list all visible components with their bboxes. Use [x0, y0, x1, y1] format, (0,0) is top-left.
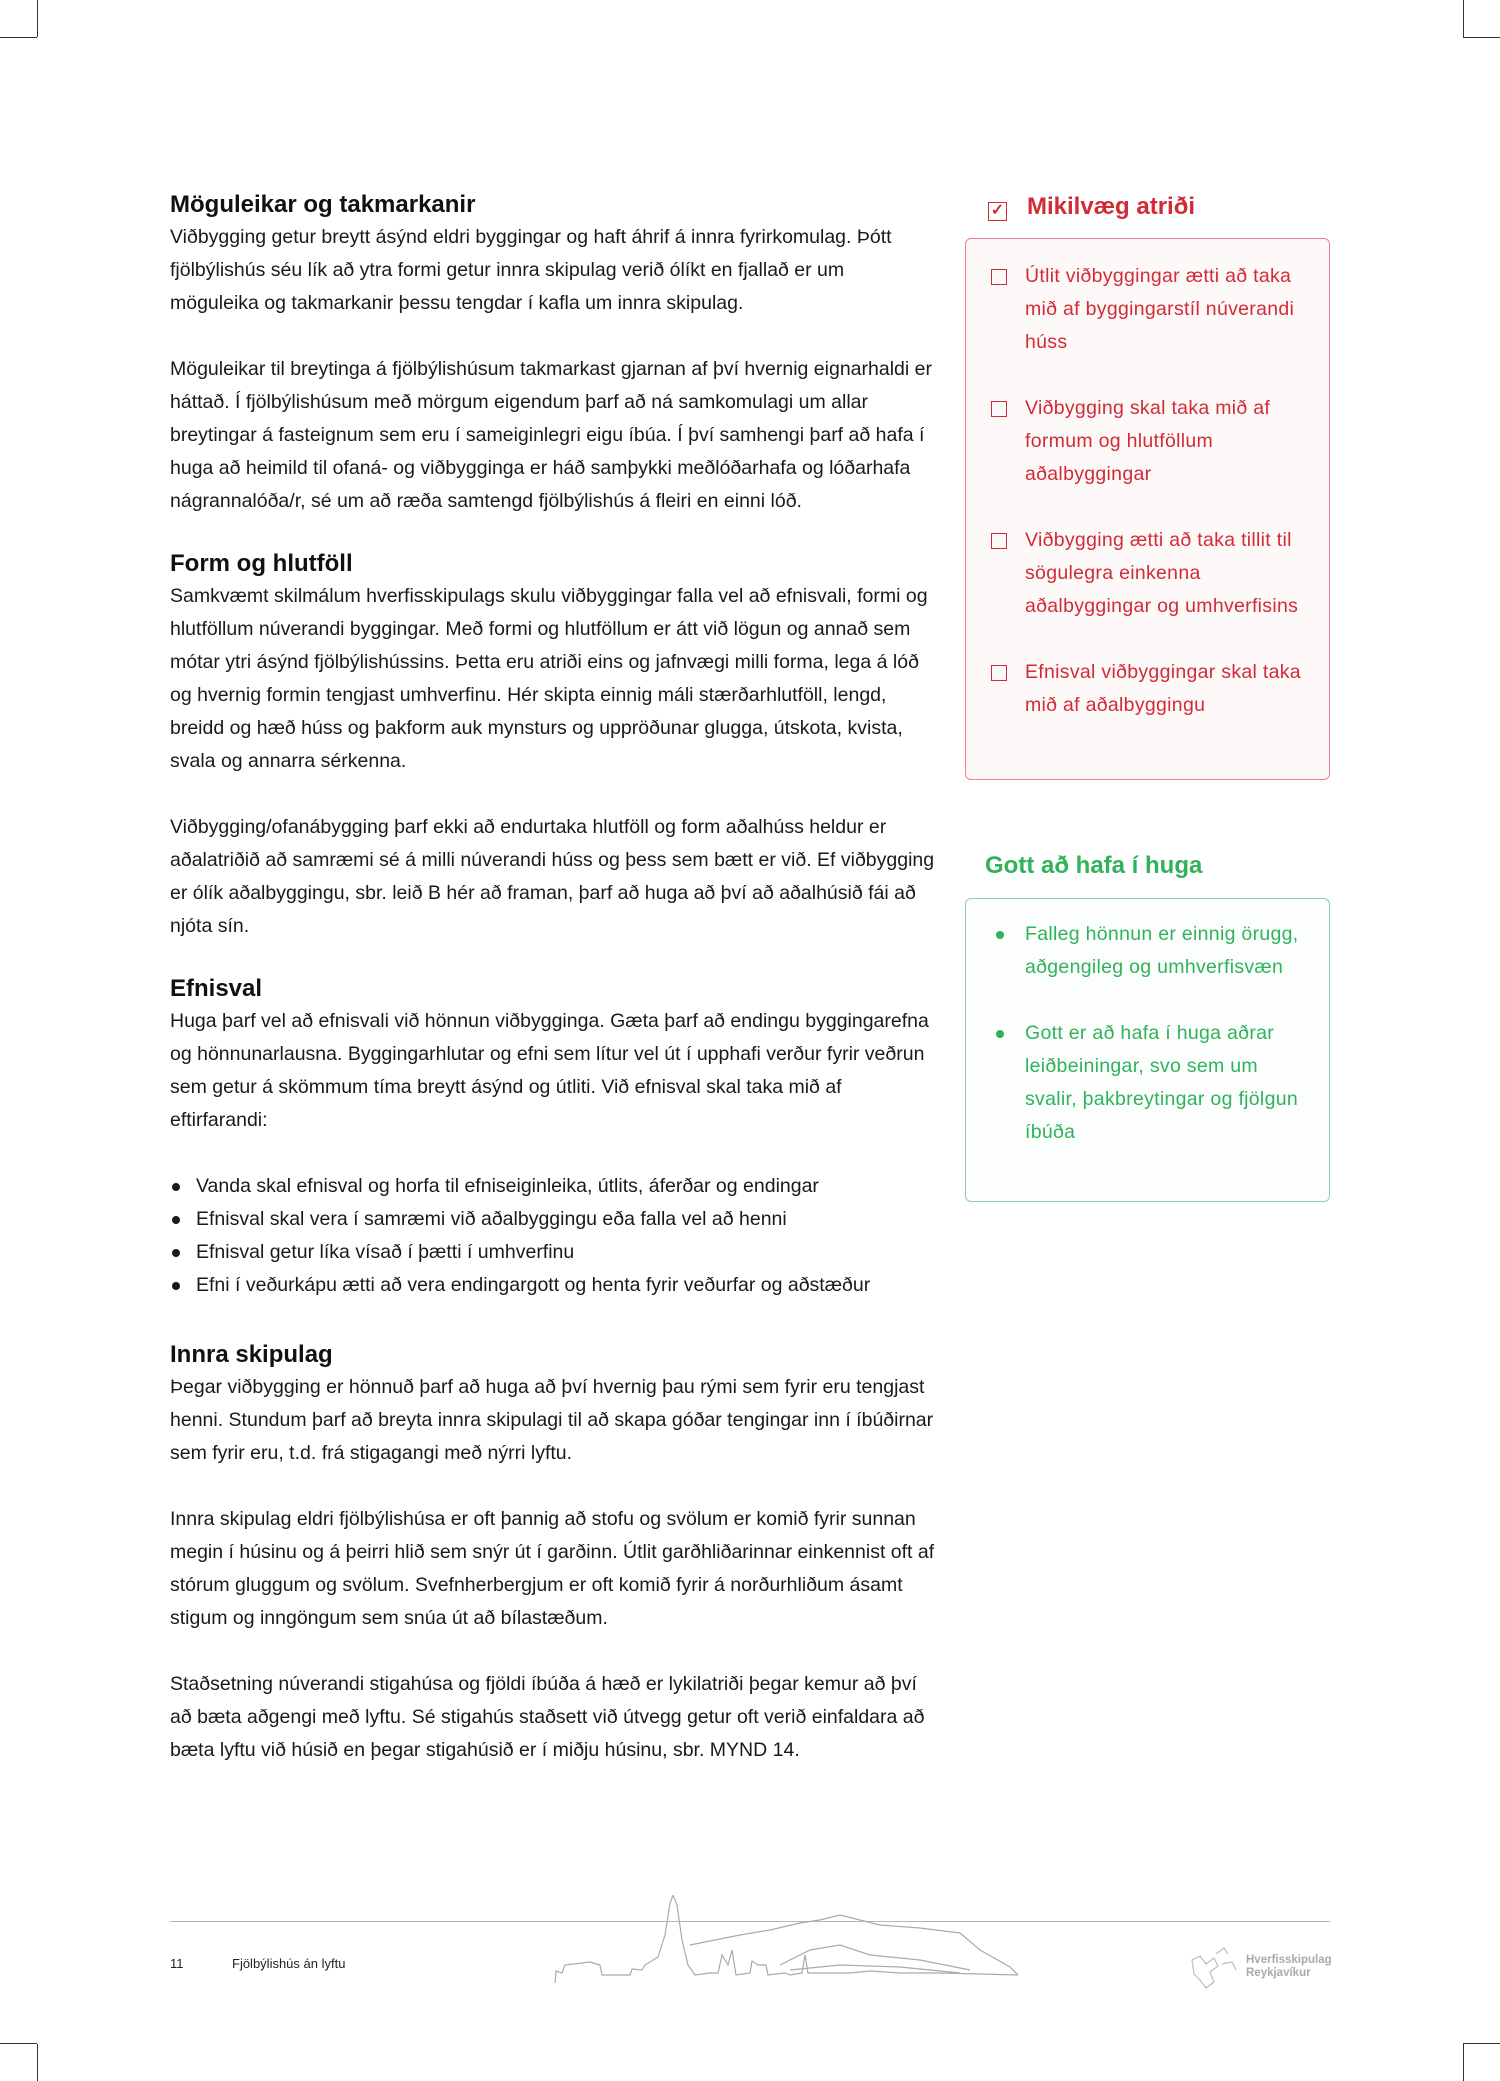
checkbox-icon: [991, 401, 1007, 417]
paragraph: Innra skipulag eldri fjölbýlishúsa er oft þannig að stofu og svölum er komið fyrir sunnan megin í húsinu og á þeirri hlið sem snýr út í garðinn. Útlit garðhliðarinnar einkennist oft af stórum gluggum og svölum. Svefnherbergjum er oft komið fyrir á norðurhliðum ásamt stigum og inngöngum sem snúa út að bílastæðum.: [170, 1508, 935, 1629]
checkbox-icon: [991, 533, 1007, 549]
crop-mark: [37, 0, 38, 37]
important-box: [965, 238, 1330, 780]
mountain-outline: [690, 1915, 1018, 1975]
hverfisskipulag-logo: [1188, 1944, 1332, 1990]
footer-title: Fjölbýlishús án lyftu: [232, 1956, 346, 1971]
crop-mark: [1463, 37, 1500, 38]
bullet-icon: [172, 1249, 180, 1257]
logo-line-2: Reykjavíkur: [1246, 1967, 1311, 1979]
important-title: Mikilvæg atriði: [1027, 193, 1196, 220]
list-item-text: Vanda skal efnisval og horfa til efniseiginleika, útlits, áferðar og endingar: [196, 1175, 819, 1197]
paragraph: Möguleikar til breytinga á fjölbýlishúsum takmarkast gjarnan af því hvernig eignarhaldi er háttað. Í fjölbýlishúsum með mörgum eigendum þarf að ná samkomulagi um allar breytingar á fasteignum sem eru í sameiginlegri eigu íbúa. Í því samhengi þarf að hafa í huga að heimild til ofaná- og viðbygginga er háð samþykki meðlóðarhafa og lóðarhafa nágrannalóða/r, sé um að ræða samtengd fjölbýlishús á fleiri en einni lóð.: [170, 358, 932, 512]
tip-item: [966, 918, 1315, 984]
paragraph: Viðbygging getur breytt ásýnd eldri byggingar og haft áhrif á innra fyrirkomulag. Þótt fjölbýlishús séu lík að ytra formi getur innra skipulag verið ólíkt en fjallað er um möguleika og takmarkanir þessu tengdar í kafla um innra skipulag.: [170, 226, 892, 314]
section-heading: Innra skipulag: [170, 1341, 333, 1368]
tip-item-text: Gott er að hafa í huga aðrar leiðbeiningar, svo sem um svalir, þakbreytingar og fjölgun íbúða: [1025, 1022, 1299, 1143]
section-heading: Efnisval: [170, 975, 263, 1002]
section-form: [170, 547, 935, 943]
bullet-icon: [996, 1030, 1004, 1038]
logo-line-1: Hverfisskipulag: [1246, 1954, 1332, 1966]
good-to-know-heading: Gott að hafa í huga: [985, 852, 1203, 879]
crop-mark: [1463, 0, 1464, 37]
crop-mark: [1463, 2044, 1464, 2081]
checklist-item: [966, 524, 1309, 623]
list-item: [170, 1236, 935, 1269]
bullet-icon: [172, 1216, 180, 1224]
section-heading: Form og hlutföll: [170, 550, 353, 577]
bullet-icon: [172, 1282, 180, 1290]
list-item: [170, 1269, 935, 1302]
section-moguleikar: [170, 188, 935, 518]
bullet-icon: [172, 1183, 180, 1191]
list-item: [170, 1170, 935, 1203]
skyline-outline: [555, 1895, 1018, 1983]
checklist-item: [966, 656, 1309, 722]
checkbox-icon: [991, 665, 1007, 681]
list-item-text: Efni í veðurkápu ætti að vera endingargott og henta fyrir veðurfar og aðstæður: [196, 1274, 871, 1296]
checklist-item: [966, 260, 1309, 359]
bullet-icon: [996, 931, 1004, 939]
checkbox-checked-icon: ✓: [988, 202, 1007, 221]
paragraph: Viðbygging/ofanábygging þarf ekki að endurtaka hlutföll og form aðalhúss heldur er aðalatriðið að samræmi sé á milli núverandi húss og þess sem bætt er við. Ef viðbygging er ólík aðalbyggingu, sbr. leið B hér að framan, þarf að huga að því að aðalhúsið fái að njóta sín.: [170, 816, 935, 937]
crop-mark: [0, 2043, 37, 2044]
section-heading: Möguleikar og takmarkanir: [170, 191, 476, 218]
checklist-item: [966, 392, 1309, 491]
main-text-column: [170, 188, 935, 1767]
crop-mark: [0, 37, 37, 38]
tip-item: [966, 1017, 1315, 1149]
page-number: 11: [170, 1956, 184, 1971]
checklist-item-text: Viðbygging ætti að taka tillit til sögulegra einkenna aðalbyggingar og umhverfisins: [1025, 529, 1299, 617]
section-efnisval: [170, 972, 935, 1302]
important-heading: [988, 190, 1195, 223]
list-item-text: Efnisval skal vera í samræmi við aðalbyggingu eða falla vel að henni: [196, 1208, 787, 1230]
list-item: [170, 1203, 935, 1236]
paragraph: Staðsetning núverandi stigahúsa og fjöldi íbúða á hæð er lykilatriði þegar kemur að því að bæta aðgengi með lyftu. Sé stigahús staðsett við útvegg getur oft verið einfaldara að bæta lyftu við húsið en þegar stigahúsið er í miðju húsinu, sbr. MYND 14.: [170, 1673, 925, 1761]
paragraph: Samkvæmt skilmálum hverfisskipulags skulu viðbyggingar falla vel að efnisvali, formi og hlutföllum núverandi byggingar. Með formi og hlutföllum er átt við lögun og annað sem mótar ytri ásýnd fjölbýlishússins. Þetta eru atriði eins og jafnvægi milli forma, lega á lóð og hvernig formin tengjast umhverfinu. Hér skipta einnig máli stærðarhlutföll, lengd, breidd og hæð húss og þakform auk mynsturs og uppröðunar glugga, útskota, kvista, svala og annarra sérkenna.: [170, 585, 928, 772]
tip-item-text: Falleg hönnun er einnig örugg, aðgengileg og umhverfisvæn: [1025, 923, 1299, 978]
section-innra-skipulag: [170, 1338, 935, 1767]
good-to-know-box: [965, 898, 1330, 1202]
checklist-item-text: Útlit viðbyggingar ætti að taka mið af byggingarstíl núverandi húss: [1025, 265, 1295, 353]
paragraph: Þegar viðbygging er hönnuð þarf að huga að því hvernig þau rými sem fyrir eru tengjast henni. Stundum þarf að breyta innra skipulagi til að skapa góðar tengingar inn í íbúðirnar sem fyrir eru, t.d. frá stigagangi með nýrri lyftu.: [170, 1376, 934, 1464]
crop-mark: [37, 2044, 38, 2081]
logo-mark-icon: [1188, 1944, 1240, 1990]
checkbox-icon: [991, 269, 1007, 285]
checklist-item-text: Efnisval viðbyggingar skal taka mið af aðalbyggingu: [1025, 661, 1301, 716]
crop-mark: [1463, 2043, 1500, 2044]
paragraph: Huga þarf vel að efnisvali við hönnun viðbygginga. Gæta þarf að endingu byggingarefna og hönnunarlausna. Byggingarhlutar og efni sem lítur vel út í upphafi verður fyrir veðrun sem getur á skömmum tíma breytt ásýnd og útliti. Við efnisval skal taka mið af eftirfarandi:: [170, 1010, 929, 1131]
list-item-text: Efnisval getur líka vísað í þætti í umhverfinu: [196, 1241, 575, 1263]
bullet-list: [170, 1170, 935, 1302]
checklist-item-text: Viðbygging skal taka mið af formum og hlutföllum aðalbyggingar: [1025, 397, 1271, 485]
